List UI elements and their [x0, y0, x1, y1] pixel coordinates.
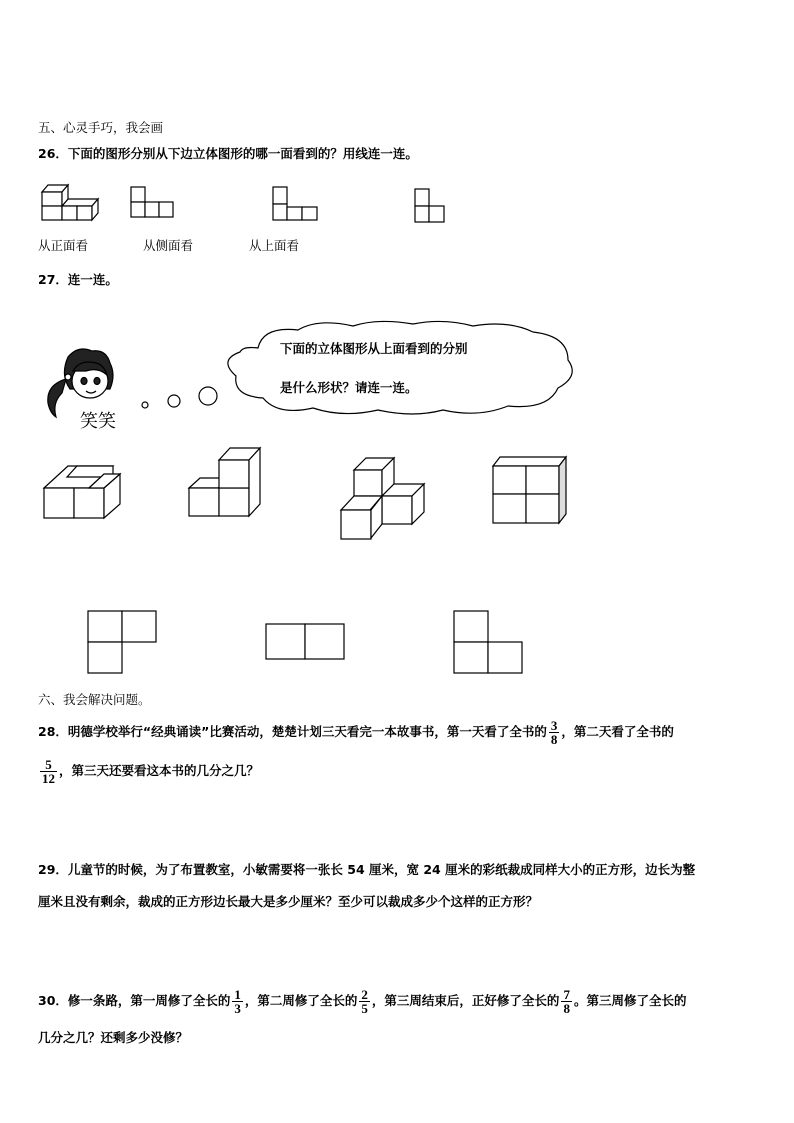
q28-mid: ，第二天看了全书的: [561, 724, 674, 739]
q28-fraction-2: $\frac{5}{12}$: [42, 757, 55, 786]
thought-bubbles: [140, 384, 220, 414]
q27-top-view-3: [453, 610, 525, 676]
q26-view-b: [272, 186, 320, 222]
q30-fraction-2: $\frac{2}{5}$: [361, 987, 368, 1016]
q29-line2: 厘米且没有剩余，裁成的正方形边长最大是多少厘米？至少可以裁成多少个这样的正方形？: [38, 894, 539, 909]
q30-part1: 30．修一条路，第一周修了全长的: [38, 993, 231, 1008]
q27-top-view-2: [265, 623, 347, 663]
q26-view-a: [130, 186, 176, 220]
q28-line1: [38, 718, 674, 746]
bubble-line2: 是什么形状？请连一连。: [280, 380, 418, 395]
q28-prefix: 28．明德学校举行“经典诵读”比赛活动，楚楚计划三天看完一本故事书，第一天看了全书的: [38, 724, 547, 739]
q28-fraction-1: $\frac{3}{8}$: [550, 718, 558, 747]
q30-line1: [38, 986, 686, 1016]
q27-text: 27．连一连。: [38, 272, 118, 287]
q27-top-view-1: [87, 610, 159, 676]
q28-line2: [38, 756, 259, 786]
q30-fraction-1: $\frac{1}{3}$: [234, 987, 241, 1016]
q30-part2: ，第二周修了全长的: [244, 993, 358, 1008]
section6-heading: 六、我会解决问题。: [38, 692, 151, 707]
girl-caption: 笑笑: [80, 411, 116, 432]
q27-solid-4: [492, 456, 570, 526]
speech-cloud: [218, 318, 580, 418]
bubble-line1: 下面的立体图形从上面看到的分别: [280, 341, 468, 356]
q26-label-front: 从正面看: [38, 238, 89, 253]
q30-fraction-3: $\frac{7}{8}$: [563, 987, 570, 1016]
q26-label-side: 从侧面看: [143, 238, 194, 253]
q27-solid-2: [188, 446, 264, 520]
q30-line2: 几分之几？还剩多少没修？: [38, 1030, 189, 1045]
q28-suffix: ，第三天还要看这本书的几分之几？: [59, 763, 260, 778]
q26-text: 26．下面的图形分别从下边立体图形的哪一面看到的？用线连一连。: [38, 146, 418, 161]
q26-solid-figure: [40, 180, 100, 222]
q30-part3: ，第三周结束后，正好修了全长的: [371, 993, 560, 1008]
q27-solid-3: [340, 456, 426, 542]
q30-part4: 。第三周修了全长的: [573, 993, 687, 1008]
q27-solid-1: [43, 462, 123, 522]
q29-line1: 29．儿童节的时候，为了布置教室，小敏需要将一张长 54 厘米，宽 24 厘米的彩纸裁成同样大小的正方形，边长为整: [38, 862, 696, 877]
q26-view-c: [414, 188, 448, 224]
q26-label-top: 从上面看: [249, 238, 300, 253]
section5-heading: 五、心灵手巧，我会画: [38, 120, 164, 135]
